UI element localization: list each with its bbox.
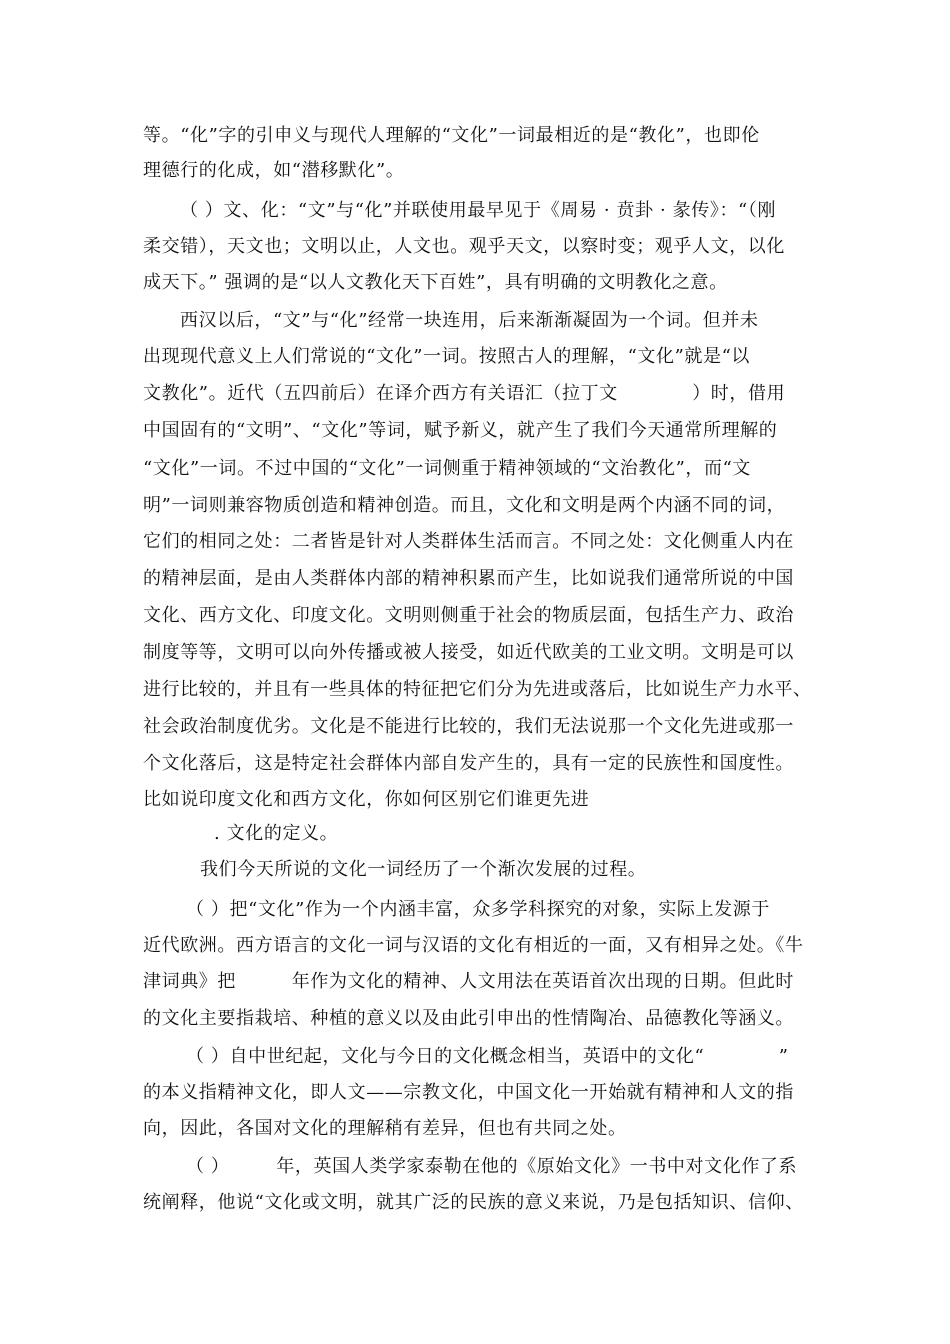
text-line: 等。“化”字的引申义与现代人理解的“文化”一词最相近的是“教化”，也即伦 <box>143 125 760 146</box>
text-line: “文化”一词。不过中国的“文化”一词侧重于精神领域的“文治教化”，而“文 <box>143 458 752 479</box>
text-line: 比如说印度文化和西方文化，你如何区别它们谁更先进 <box>143 789 590 810</box>
text-line: （ ）把“文化”作为一个内涵丰富，众多学科探究的对象，实际上发源于 <box>186 899 770 920</box>
text-line: 西汉以后，“文”与“化”经常一块连用，后来渐渐凝固为一个词。但并未 <box>180 310 759 331</box>
text-line: 我们今天所说的文化一词经历了一个渐次发展的过程。 <box>200 859 647 880</box>
text-line: 津词典》把 年作为文化的精神、人文用法在英语首次出现的日期。但此时 <box>143 971 794 992</box>
text-line: 明”一词则兼容物质创造和精神创造。而且，文化和文明是两个内涵不同的词， <box>143 495 786 516</box>
section-heading: . 文化的定义。 <box>214 823 339 844</box>
text-line: 社会政治制度优劣。文化是不能进行比较的，我们无法说那一个文化先进或那一 <box>143 716 794 737</box>
text-line: 个文化落后，这是特定社会群体内部自发产生的，具有一定的民族性和国度性。 <box>143 753 794 774</box>
text-line: （ ） 年，英国人类学家泰勒在他的《原始文化》一书中对文化作了系 <box>186 1156 798 1177</box>
text-line: 的文化主要指栽培、种植的意义以及由此引申出的性情陶冶、品德教化等涵义。 <box>143 1008 794 1029</box>
text-line: 柔交错），天文也；文明以止，人文也。观乎天文，以察时变；观乎人文，以化 <box>143 236 785 257</box>
text-line: 的精神层面，是由人类群体内部的精神积累而产生，比如说我们通常所说的中国 <box>143 568 794 589</box>
text-line: 出现现代意义上人们常说的“文化”一词。按照古人的理解，“文化”就是“以 <box>143 346 751 367</box>
text-line: 向，因此，各国对文化的理解稍有差异，但也有共同之处。 <box>143 1118 627 1139</box>
text-line: 它们的相同之处：二者皆是针对人类群体生活而言。不同之处：文化侧重人内在 <box>143 531 794 552</box>
text-line: 文教化”。近代（五四前后）在译介西方有关语汇（拉丁文 ）时，借用 <box>143 383 786 404</box>
text-line: 中国固有的“文明”、“文化”等词，赋予新义，就产生了我们今天通常所理解的 <box>143 420 778 441</box>
text-line: 文化、西方文化、印度文化。文明则侧重于社会的物质层面，包括生产力、政治 <box>143 605 794 626</box>
text-line: 理德行的化成，如“潜移默化”。 <box>143 160 405 181</box>
text-line: 统阐释，他说“文化或文明，就其广泛的民族的意义来说，乃是包括知识、信仰、 <box>143 1192 804 1213</box>
text-line: 的本义指精神文化，即人文——宗教文化，中国文化一开始就有精神和人文的指 <box>143 1082 794 1103</box>
text-line: （ ）自中世纪起，文化与今日的文化概念相当，英语中的文化“ ” <box>186 1046 789 1067</box>
text-line: 进行比较的，并且有一些具体的特征把它们分为先进或落后，比如说生产力水平、 <box>143 679 812 700</box>
text-line: 近代欧洲。西方语言的文化一词与汉语的文化有相近的一面，又有相异之处。《牛 <box>143 935 804 956</box>
text-line: 成天下。” 强调的是“以人文教化天下百姓”，具有明确的文明教化之意。 <box>143 272 728 293</box>
text-line: （ ）文、化：“文”与“化”并联使用最早见于《周易 · 贲卦 · 彖传》：“（刚 <box>180 200 777 221</box>
text-line: 制度等等，文明可以向外传播或被人接受，如近代欧美的工业文明。文明是可以 <box>143 642 794 663</box>
